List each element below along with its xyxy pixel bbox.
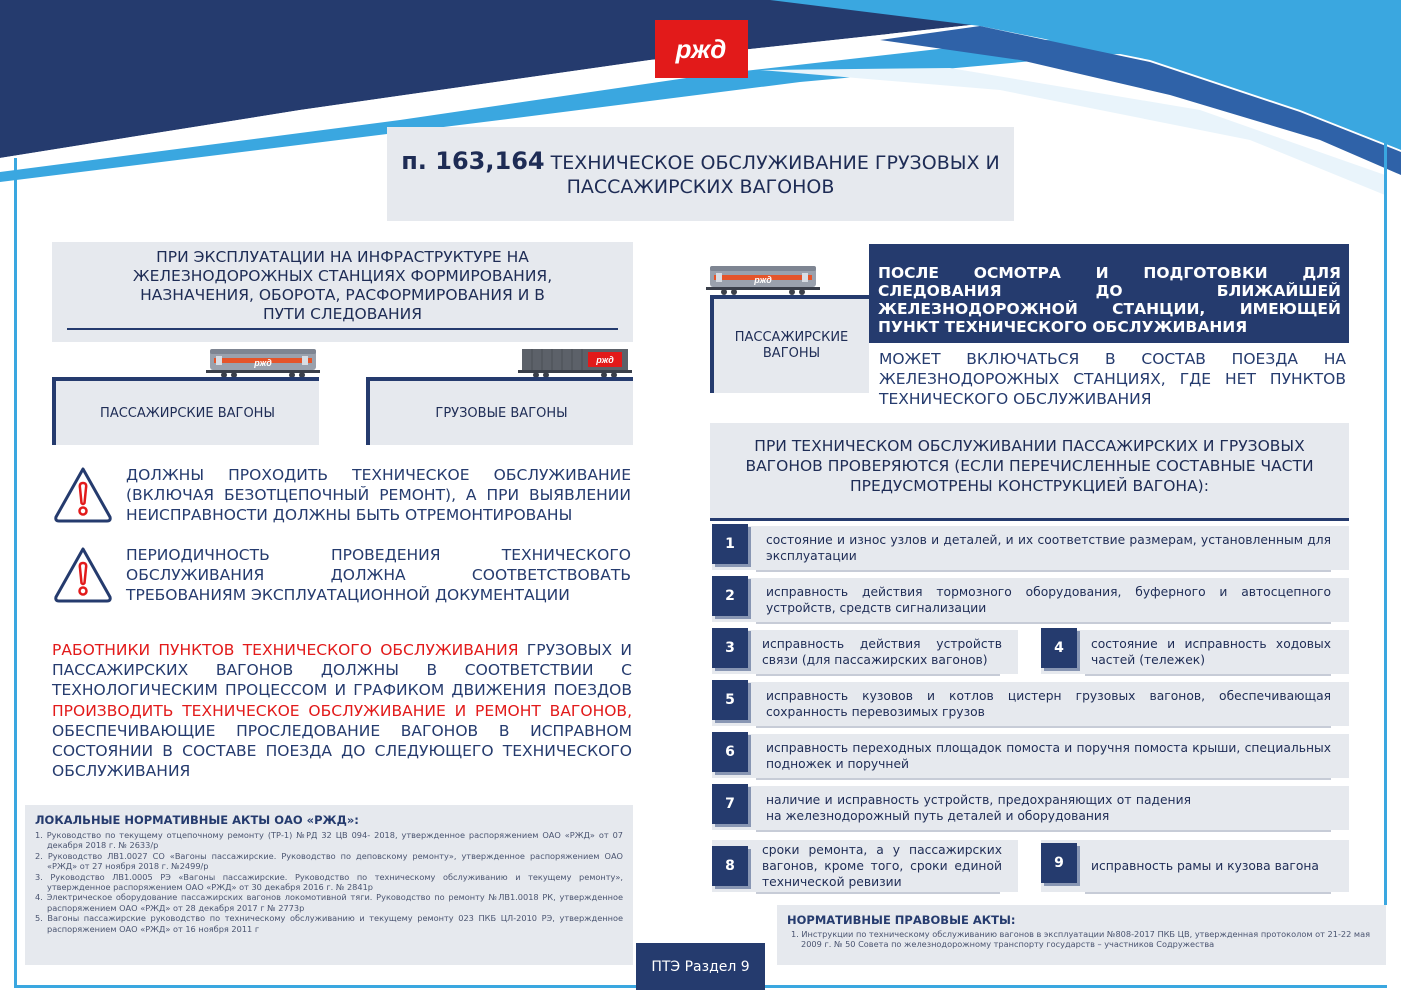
divider [67,328,618,330]
checked-title: ПРИ ТЕХНИЧЕСКОМ ОБСЛУЖИВАНИИ ПАССАЖИРСКИХ И ГРУЗОВЫХ ВАГОНОВ ПРОВЕРЯЮТСЯ (ЕСЛИ ПЕРЕЧИСЛЕННЫЕ СОСТАВНЫЕ ЧАСТИ ПРЕДУСМОТРЕНЫ КОНСТРУКЦИЕЙ ВАГОНА): [745,437,1314,495]
item-number: 9 [1041,843,1077,883]
title-number: п. 163,164 [401,147,545,175]
check-item-6 [712,734,1349,778]
workers-text-2: ОБЕСПЕЧИВАЮЩИЕ ПРОСЛЕДОВАНИЕ ВАГОНОВ В ИСПРАВНОМ СОСТОЯНИИ В СОСТАВЕ ПОЕЗДА ДО СЛЕДУЮЩЕГО ТЕХНИЧЕСКОГО ОБСЛУЖИВАНИЯ [52,721,632,781]
list-item: 4. Электрическое оборудование пассажирских вагонов локомотивной тяги. Руководство по ремонту №ЛВ1.0018 РК, утвержденное распоряжением ОАО «РЖД» от 28 декабря 2017 г № 2773р [35,892,623,913]
passenger-wagon-icon [206,346,320,378]
item-text: состояние и износ узлов и деталей, и их соответствие размерам, установленным для эксплуатации [766,533,1331,563]
check-item-2 [712,578,1349,622]
section-badge: ПТЭ Раздел 9 [636,943,765,990]
may-be-included-text: МОЖЕТ ВКЛЮЧАТЬСЯ В СОСТАВ ПОЕЗДА НА ЖЕЛЕЗНОДОРОЖНЫХ СТАНЦИЯХ, ГДЕ НЕТ ПУНКТОВ ТЕХНИЧЕСКОГО ОБСЛУЖИВАНИЯ [879,350,1346,408]
divider [756,726,1331,728]
check-item-9 [1041,840,1349,892]
list-item: 5. Вагоны пассажирские руководство по техническому обслуживанию и текущему ремонту 023 ПКБ ЦЛ-2010 РЭ, утвержденное распоряжением ОАО «РЖД» от 16 ноября 2011 г [35,913,623,934]
normative-acts-list [787,929,1376,950]
divider [756,892,1000,894]
warning-text-2: ПЕРИОДИЧНОСТЬ ПРОВЕДЕНИЯ ТЕХНИЧЕСКОГО ОБСЛУЖИВАНИЯ ДОЛЖНА СООТВЕТСТВОВАТЬ ТРЕБОВАНИЯМ ЭКСПЛУАТАЦИОННОЙ ДОКУМЕНТАЦИИ [126,546,631,604]
check-item-1 [712,526,1349,570]
item-number: 4 [1041,628,1077,668]
passenger-label-text: ПАССАЖИРСКИЕ ВАГОНЫ [734,330,849,361]
divider [756,778,1331,780]
freight-wagon-icon [518,346,632,378]
local-acts-list [35,830,623,934]
list-item: 2. Руководство ЛВ1.0027 СО «Вагоны пассажирские. Руководство по деповскому ремонту», утвержденное распоряжением ОАО «РЖД» от 27 ноября 2018 г. №2499/р [35,850,623,872]
workers-paragraph [52,640,632,781]
svg-text:ржд: ржд [596,355,614,365]
list-item: 1. Руководство по текущему отцепочному ремонту (ТР-1) №РД 32 ЦВ 094- 2018, утвержденное распоряжением ОАО «РЖД» от 07 декабря 2018 г. № 2633/р [35,830,623,851]
page-title [387,127,1014,221]
svg-text:ржд: ржд [254,358,272,368]
checked-title-box [710,423,1349,521]
svg-text:ржд: ржд [675,34,727,64]
item-number: 2 [712,576,748,616]
after-inspection-box: ПОСЛЕ ОСМОТРА И ПОДГОТОВКИ ДЛЯ СЛЕДОВАНИЯ ДО БЛИЖАЙШЕЙ ЖЕЛЕЗНОДОРОЖНОЙ СТАНЦИИ, ИМЕЮЩЕЙ ПУНКТ ТЕХНИЧЕСКОГО ОБСЛУЖИВАНИЯ [869,244,1349,343]
divider [756,674,1000,676]
check-item-8 [712,840,1018,892]
frame-left-line [14,158,17,988]
passenger-wagons-label: ПАССАЖИРСКИЕ ВАГОНЫ [52,377,319,445]
local-acts-title: ЛОКАЛЬНЫЕ НОРМАТИВНЫЕ АКТЫ ОАО «РЖД»: [35,813,359,827]
item-text: исправность кузовов и котлов цистерн грузовых вагонов, обеспечивающая сохранность перевозимых грузов [766,689,1331,719]
divider [1085,892,1331,894]
svg-text:ржд: ржд [754,275,772,285]
item-text: состояние и исправность ходовых частей (тележек) [1091,637,1331,667]
check-item-5 [712,682,1349,726]
passenger-wagon-icon [706,263,820,295]
freight-wagons-label: ГРУЗОВЫЕ ВАГОНЫ [366,377,633,445]
item-number: 3 [712,628,748,668]
divider [1085,674,1331,676]
divider [756,830,1331,832]
item-text: исправность рамы и кузова вагона [1091,859,1319,873]
list-item: 1. Инструкции по техническому обслуживанию вагонов в эксплуатации №808-2017 ПКБ ЦВ, утвержденная протоколом от 21-22 мая 2009 г. № 50 Совета по железнодорожному транспорту государств – участников Содружества [791,929,1371,950]
workers-text-1: ГРУЗОВЫХ И ПАССАЖИРСКИХ ВАГОНОВ ДОЛЖНЫ В СООТВЕТСТВИИ С ТЕХНОЛОГИЧЕСКИМ ПРОЦЕССОМ И ГРАФИКОМ ДВИЖЕНИЯ ПОЕЗДОВ [52,641,632,700]
warning-icon [52,545,114,605]
item-number: 1 [712,524,748,564]
check-item-7 [712,786,1349,830]
item-text: исправность действия устройств связи (для пассажирских вагонов) [762,637,1002,667]
passenger-wagons-label-right [710,295,869,393]
workers-red-2: ПРОИЗВОДИТЬ ТЕХНИЧЕСКОЕ ОБСЛУЖИВАНИЕ И РЕМОНТ ВАГОНОВ, [52,701,632,720]
title-text: ТЕХНИЧЕСКОЕ ОБСЛУЖИВАНИЕ ГРУЗОВЫХ И ПАССАЖИРСКИХ ВАГОНОВ [550,152,1000,198]
divider [756,570,1331,572]
infra-title-box [52,242,633,342]
list-item: 3. Руководство ЛВ1.0005 РЭ «Вагоны пассажирские. Руководство по техническому обслуживанию и текущему ремонту», утвержденное распоряжением ОАО «РЖД» от 30 декабря 2016 г. № 2841р [35,871,623,893]
divider [756,622,1331,624]
item-text: исправность действия тормозного оборудования, буферного и автосцепного устройств, средств сигнализации [766,585,1331,615]
item-text: наличие и исправность устройств, предохраняющих от падения на железнодорожный путь деталей и оборудования [766,793,1191,823]
warning-text-1: ДОЛЖНЫ ПРОХОДИТЬ ТЕХНИЧЕСКОЕ ОБСЛУЖИВАНИЕ (ВКЛЮЧАЯ БЕЗОТЦЕПОЧНЫЙ РЕМОНТ), А ПРИ ВЫЯВЛЕНИИ НЕИСПРАВНОСТИ ДОЛЖНЫ БЫТЬ ОТРЕМОНТИРОВАНЫ [126,466,631,524]
rzd-logo [655,20,748,78]
item-number: 7 [712,784,748,824]
normative-acts-title: НОРМАТИВНЫЕ ПРАВОВЫЕ АКТЫ: [787,913,1016,927]
item-text: исправность переходных площадок помоста и поручня помоста крыши, специальных подножек и поручней [766,741,1331,771]
frame-right-line [1384,45,1387,905]
normative-acts-box [777,905,1386,965]
item-text: сроки ремонта, а у пассажирских вагонов, кроме того, сроки единой технической ревизии [762,843,1002,889]
item-number: 5 [712,680,748,720]
workers-red-1: РАБОТНИКИ ПУНКТОВ ТЕХНИЧЕСКОГО ОБСЛУЖИВАНИЯ [52,641,519,659]
check-item-3 [712,630,1018,674]
infra-title: ПРИ ЭКСПЛУАТАЦИИ НА ИНФРАСТРУКТУРЕ НА ЖЕЛЕЗНОДОРОЖНЫХ СТАНЦИЯХ ФОРМИРОВАНИЯ, НАЗНАЧЕНИЯ, ОБОРОТА, РАСФОРМИРОВАНИЯ И В ПУТИ СЛЕДОВАНИЯ [132,248,553,323]
item-number: 8 [712,846,748,886]
check-item-4 [1041,630,1349,674]
item-number: 6 [712,732,748,772]
warning-icon [52,465,114,525]
local-acts-box [25,805,633,965]
